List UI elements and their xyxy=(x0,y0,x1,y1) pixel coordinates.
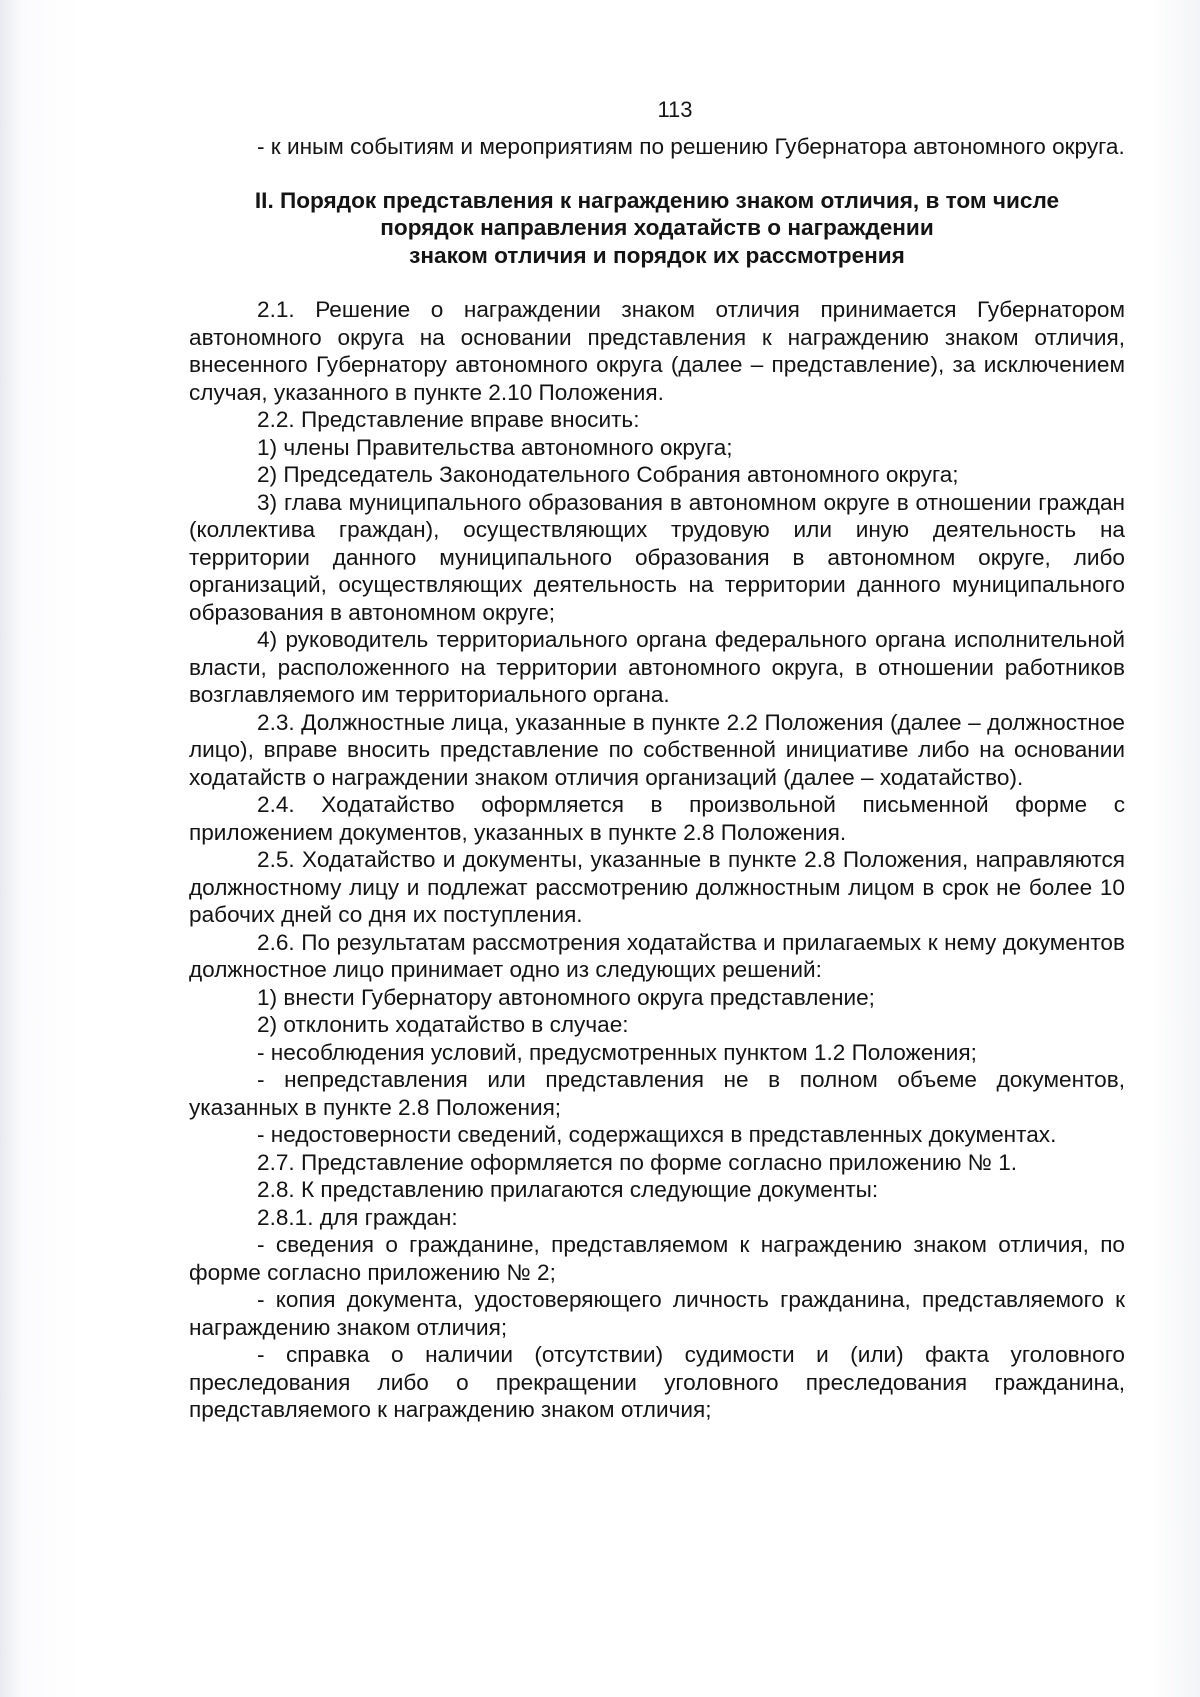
section-heading-line: II. Порядок представления к награждению знаком отличия, в том числе xyxy=(254,187,1060,213)
section-heading-line: знаком отличия и порядок их рассмотрения xyxy=(409,242,905,268)
list-item: 1) члены Правительства автономного округа; xyxy=(257,434,733,460)
paragraph-2-3: 2.3. Должностные лица, указанные в пункте 2.2 Положения (далее – должностное лицо), вправе вносить представление по собственной инициативе либо на основании ходатайств о награждении знаком отличия организаций (далее – ходатайство). xyxy=(189,709,1125,790)
intro-paragraph: - к иным событиям и мероприятиям по решению Губернатора автономного округа. xyxy=(257,134,1125,159)
list-item: 2) Председатель Законодательного Собрания автономного округа; xyxy=(257,462,959,487)
page-content xyxy=(189,95,1125,1424)
section-heading-line: порядок направления ходатайств о награждении xyxy=(380,215,934,240)
list-item: - недостоверности сведений, содержащихся в представленных документах. xyxy=(257,1122,1057,1147)
section-heading xyxy=(189,187,1125,270)
body-paragraphs xyxy=(189,296,1125,1424)
paragraph-2-2: 2.2. Представление вправе вносить: xyxy=(257,407,640,432)
page-number: 113 xyxy=(657,97,693,122)
list-item: - несоблюдения условий, предусмотренных пунктом 1.2 Положения; xyxy=(257,1039,977,1065)
paragraph-2-6: 2.6. По результатам рассмотрения ходатайства и прилагаемых к нему документов должностное лицо принимает одно из следующих решений: xyxy=(189,929,1125,982)
list-item: - сведения о гражданине, представляемом к награждению знаком отличия, по форме согласно приложению № 2; xyxy=(189,1232,1125,1285)
list-item: - непредставления или представления не в полном объеме документов, указанных в пункте 2.8 Положения; xyxy=(189,1067,1125,1120)
list-item: 4) руководитель территориального органа федерального органа исполнительной власти, расположенного на территории автономного округа, в отношении работников возглавляемого им территориального органа. xyxy=(189,627,1125,707)
paragraph-2-8: 2.8. К представлению прилагаются следующие документы: xyxy=(257,1177,879,1202)
list-item: 1) внести Губернатору автономного округа представление; xyxy=(257,984,875,1010)
paragraph-2-1: 2.1. Решение о награждении знаком отличия принимается Губернатором автономного округа на основании представления к награждению знаком отличия, внесенного Губернатору автономного округа (далее – представление), за исключением случая, указанного в пункте 2.10 Положения. xyxy=(189,297,1125,405)
paragraph-2-5: 2.5. Ходатайство и документы, указанные в пункте 2.8 Положения, направляются должностному лицу и подлежат рассмотрению должностным лицом в срок не более 10 рабочих дней со дня их поступления. xyxy=(189,847,1125,927)
list-item: 2) отклонить ходатайство в случае: xyxy=(257,1012,629,1037)
paragraph-2-4: 2.4. Ходатайство оформляется в произвольной письменной форме с приложением документов, указанных в пункте 2.8 Положения. xyxy=(189,792,1125,845)
list-item: - копия документа, удостоверяющего личность гражданина, представляемого к награждению знаком отличия; xyxy=(189,1287,1125,1340)
paragraph-2-7: 2.7. Представление оформляется по форме согласно приложению № 1. xyxy=(257,1149,1018,1175)
list-item: - справка о наличии (отсутствии) судимости и (или) факта уголовного преследования либо о прекращении уголовного преследования гражданина, представляемого к награждению знаком отличия; xyxy=(189,1342,1125,1422)
list-item: 3) глава муниципального образования в автономном округе в отношении граждан (коллектива граждан), осуществляющих трудовую или иную деятельность на территории данного муниципального образования в автономном округе, либо организаций, осуществляющих деятельность на территории данного муниципального образования в автономном округе; xyxy=(189,489,1125,625)
paragraph-2-8-1: 2.8.1. для граждан: xyxy=(257,1204,458,1230)
